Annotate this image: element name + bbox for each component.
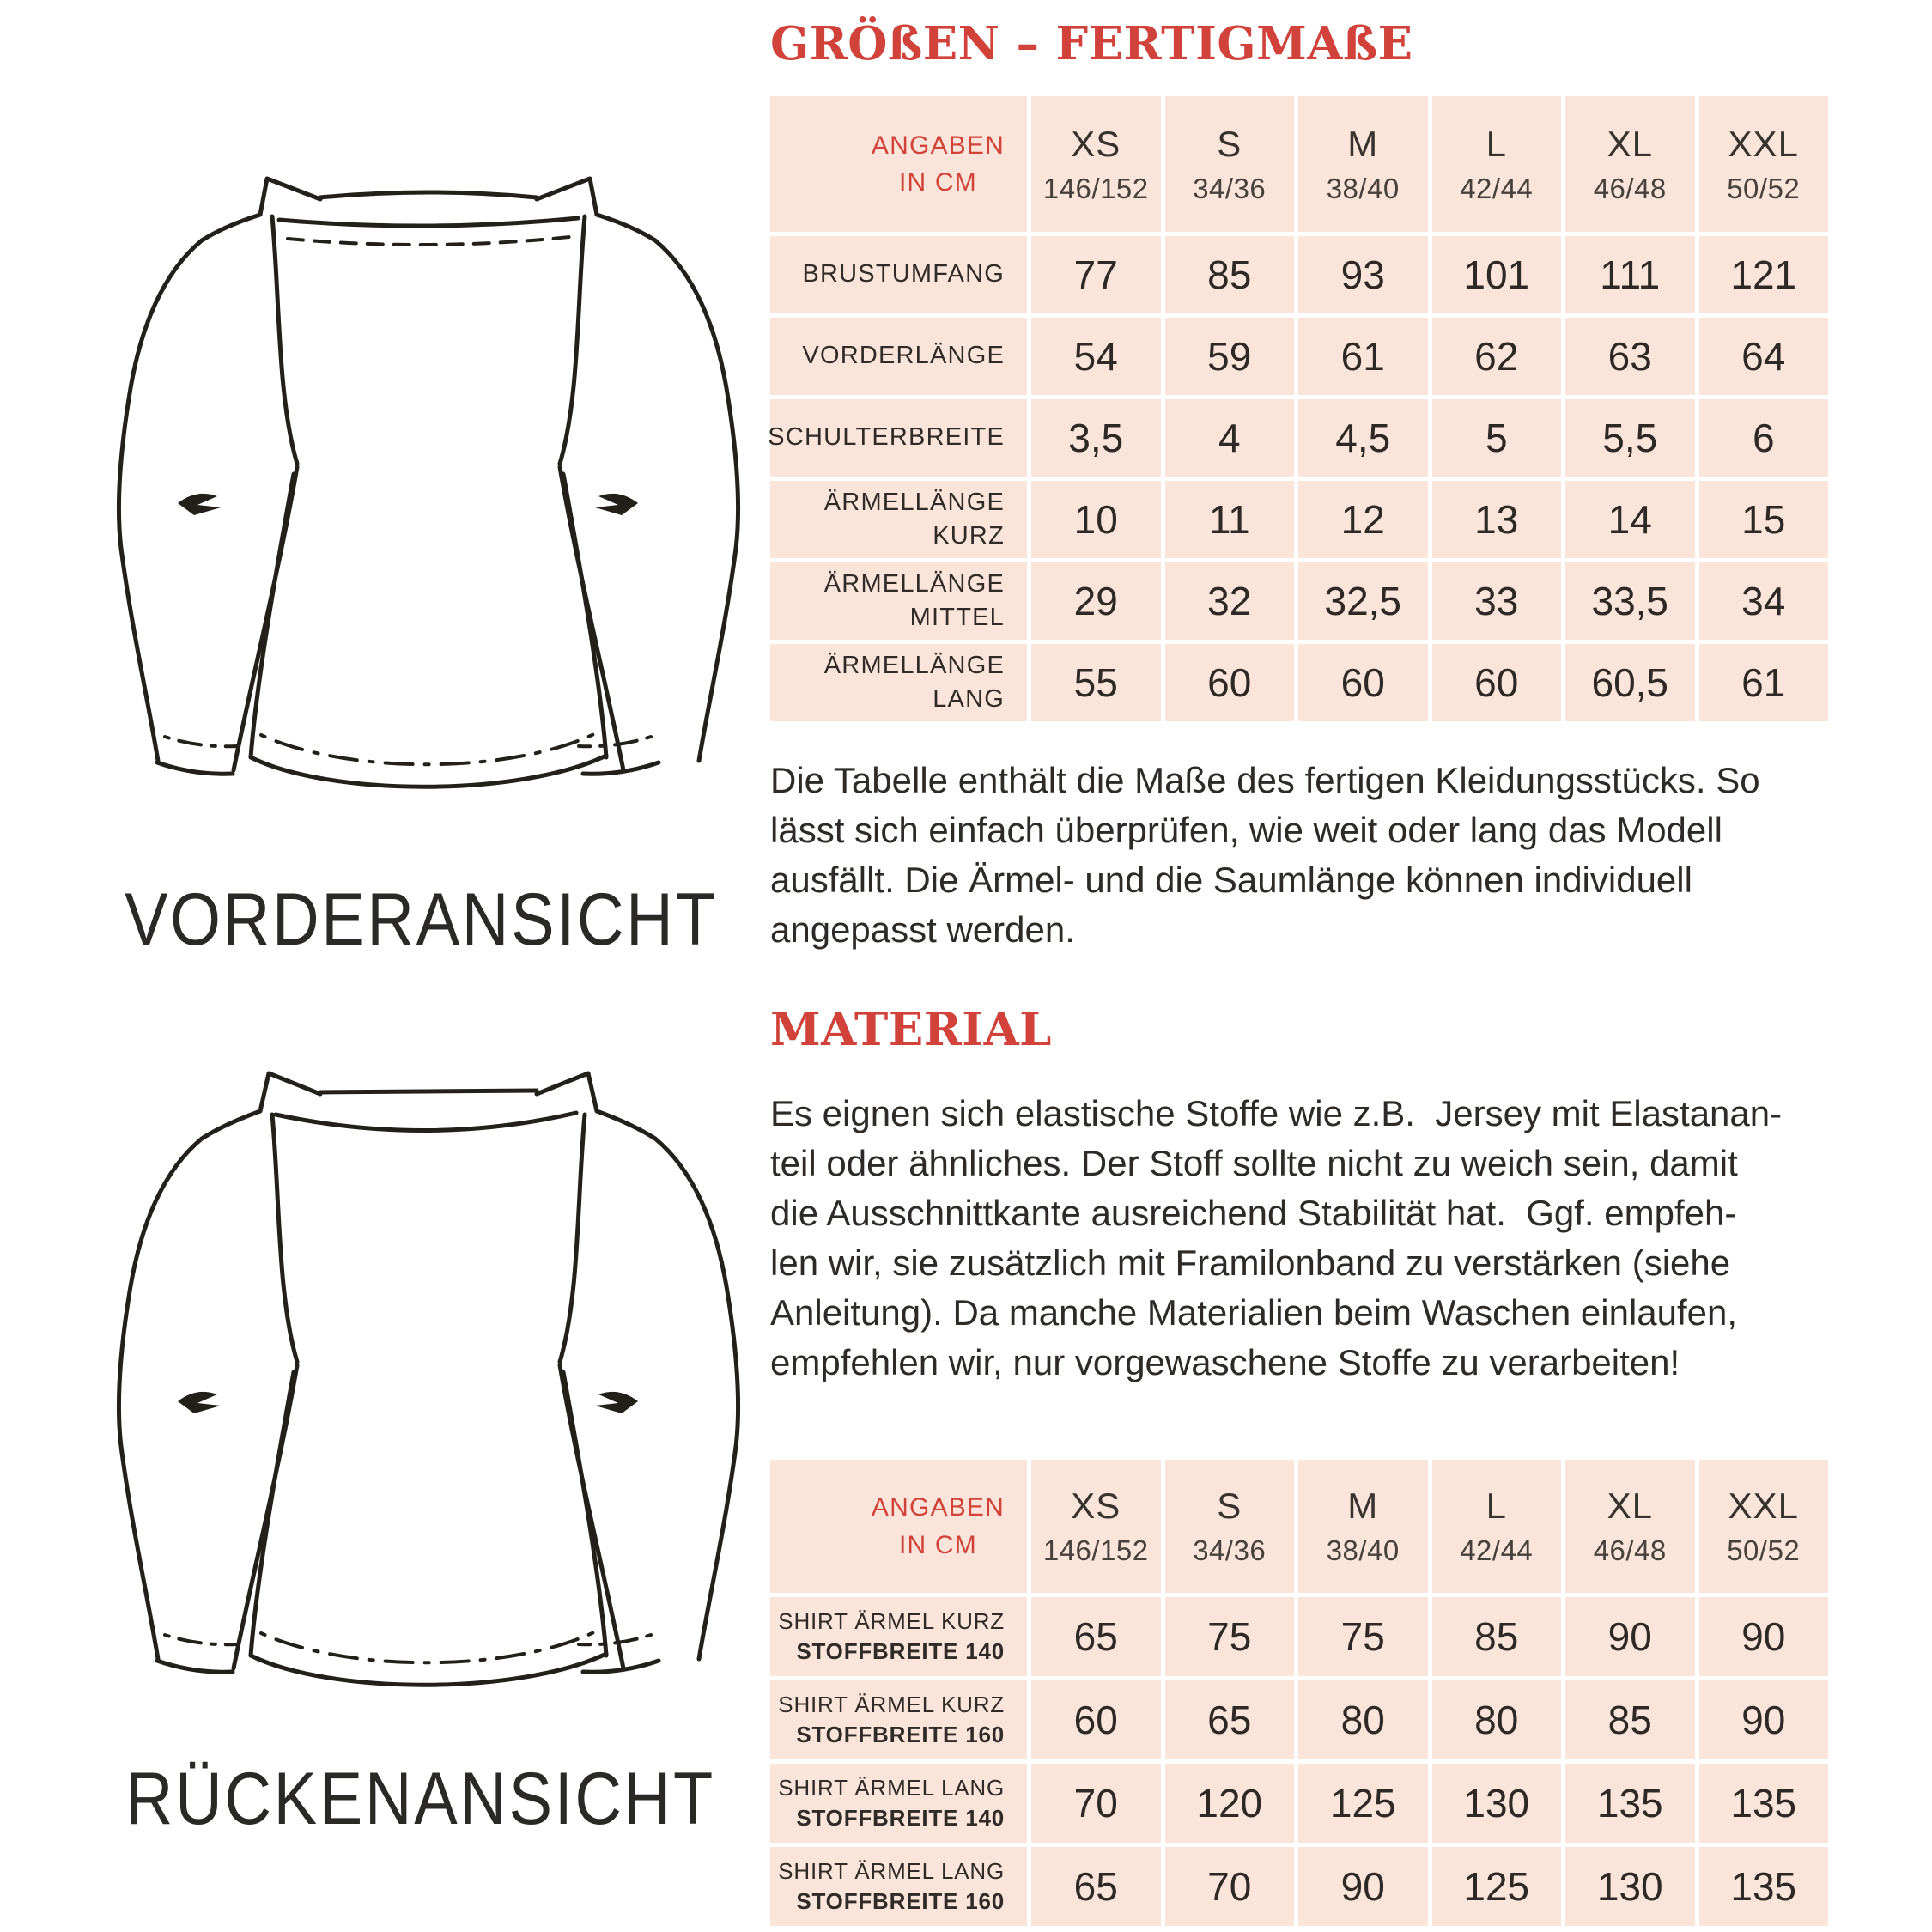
paragraph-line: teil oder ähnliches. Der Stoff sollte nicht zu weich sein, damit (770, 1143, 1738, 1183)
front-view-caption (73, 878, 769, 963)
size-column-header (1165, 96, 1295, 232)
value-cell: 32,5 (1298, 562, 1428, 640)
size-column-header (1298, 96, 1428, 232)
sleeve-right (655, 1139, 738, 1659)
table-corner-label (770, 1460, 1027, 1593)
value-cell: 125 (1298, 1764, 1428, 1843)
value-cell: 75 (1165, 1597, 1295, 1676)
value-cell: 75 (1298, 1597, 1428, 1676)
value-cell: 85 (1432, 1597, 1562, 1676)
value-cell: 65 (1031, 1597, 1161, 1676)
value-cell: 111 (1565, 236, 1695, 313)
corner-line: ANGABEN (871, 1493, 1005, 1522)
size-name: XS (1071, 123, 1121, 164)
value-cell: 65 (1031, 1847, 1161, 1926)
shirt-front-illustration (73, 120, 743, 859)
value-cell: 33,5 (1565, 562, 1695, 640)
back-view-label: RÜCKENANSICHT (125, 1758, 716, 1840)
value-cell: 60 (1298, 644, 1428, 721)
value-cell: 62 (1432, 318, 1562, 395)
row-label-line: BRUSTUMFANG (802, 260, 1005, 289)
value-cell: 90 (1699, 1597, 1829, 1676)
value-cell: 63 (1565, 318, 1695, 395)
value-cell: 33 (1432, 562, 1562, 640)
size-column-header (1031, 96, 1161, 232)
value-cell: 120 (1165, 1764, 1295, 1843)
size-range: 42/44 (1460, 1534, 1534, 1566)
value-cell: 101 (1432, 236, 1562, 313)
row-label (770, 1597, 1027, 1676)
shirt-back-outline (118, 1073, 738, 1685)
row-label-line: STOFFBREITE 160 (796, 1722, 1005, 1747)
cuff-left (157, 1661, 233, 1672)
value-cell: 10 (1031, 481, 1161, 558)
value-cell: 12 (1298, 481, 1428, 558)
notch-mark-left-icon (178, 1392, 221, 1413)
row-label-line: STOFFBREITE 140 (796, 1638, 1005, 1664)
value-cell: 55 (1031, 644, 1161, 721)
size-name: M (1347, 123, 1379, 164)
size-name: XL (1607, 1485, 1653, 1526)
paragraph-line: empfehlen wir, nur vorgewaschene Stoffe zu verarbeiten! (770, 1342, 1680, 1382)
value-cell: 14 (1565, 481, 1695, 558)
hem-stitch (261, 1631, 596, 1662)
paragraph-line: Es eignen sich elastische Stoffe wie z.B. Jersey mit Elastanan- (770, 1093, 1783, 1133)
value-cell: 70 (1031, 1764, 1161, 1843)
paragraph-line: Die Tabelle enthält die Maße des fertigen Kleidungsstücks. So (770, 760, 1760, 800)
row-label-line: SCHULTERBREITE (768, 423, 1005, 452)
paragraph-line: len wir, sie zusätzlich mit Framilonband zu verstärken (siehe (770, 1242, 1731, 1283)
size-column-header (1565, 1460, 1695, 1593)
shoulder-tab-left (260, 179, 320, 215)
value-cell: 60 (1432, 644, 1562, 721)
hem-edge (251, 1654, 606, 1685)
body-outline (251, 474, 294, 757)
row-label-line: SHIRT ÄRMEL LANG (778, 1774, 1005, 1801)
size-column-header (1031, 1460, 1161, 1593)
value-cell: 135 (1565, 1764, 1695, 1843)
value-cell: 3,5 (1031, 399, 1161, 477)
value-cell: 5,5 (1565, 399, 1695, 477)
row-label (770, 562, 1027, 640)
row-label (770, 1680, 1027, 1759)
table-corner-label (770, 96, 1027, 232)
size-column-header (1432, 96, 1562, 232)
value-cell: 34 (1699, 562, 1829, 640)
row-label-line: STOFFBREITE 160 (796, 1888, 1005, 1914)
sizes-section-heading: GRÖßEN – FERTIGMAßE (770, 17, 1413, 70)
sleeve-right (655, 240, 738, 761)
value-cell: 135 (1699, 1764, 1829, 1843)
size-range: 46/48 (1593, 172, 1667, 204)
size-name: S (1217, 123, 1242, 164)
size-range: 146/152 (1042, 172, 1149, 204)
size-name: XL (1607, 123, 1653, 164)
row-label (770, 1764, 1027, 1843)
value-cell: 61 (1298, 318, 1428, 395)
value-cell: 77 (1031, 236, 1161, 313)
row-label-line: ÄRMELLÄNGE MITTEL (823, 569, 1005, 631)
size-column-header (1565, 96, 1695, 232)
size-range: 38/40 (1326, 1534, 1400, 1566)
corner-line: IN CM (898, 1530, 977, 1559)
value-cell: 70 (1165, 1847, 1295, 1926)
row-label-line: SHIRT ÄRMEL KURZ (778, 1691, 1005, 1717)
size-range: 34/36 (1193, 1534, 1267, 1566)
size-range: 50/52 (1727, 172, 1801, 204)
value-cell: 15 (1699, 481, 1829, 558)
table-corner-lines (872, 1489, 1005, 1564)
size-column-header (1165, 1460, 1295, 1593)
value-cell: 29 (1031, 562, 1161, 640)
cuff-stitch-left (165, 1635, 237, 1644)
value-cell: 32 (1165, 562, 1295, 640)
neck-band-bottom (279, 218, 578, 226)
value-cell: 13 (1432, 481, 1562, 558)
value-cell: 60 (1165, 644, 1295, 721)
sizes-description-paragraph (770, 756, 1839, 955)
row-label (770, 236, 1027, 313)
paragraph-line: lässt sich einfach überprüfen, wie weit oder lang das Modell (770, 810, 1722, 850)
content-column (770, 0, 1835, 1932)
value-cell: 130 (1565, 1847, 1695, 1926)
row-label (770, 481, 1027, 558)
size-range: 50/52 (1727, 1534, 1801, 1566)
value-cell: 4,5 (1298, 399, 1428, 477)
value-cell: 60,5 (1565, 644, 1695, 721)
row-label (770, 1847, 1027, 1926)
notch-mark-right-icon (595, 1392, 638, 1413)
size-name: S (1217, 1485, 1242, 1526)
value-cell: 64 (1699, 318, 1829, 395)
row-label-line: STOFFBREITE 140 (796, 1805, 1005, 1831)
value-cell: 93 (1298, 236, 1428, 313)
size-range: 38/40 (1326, 172, 1400, 204)
corner-line: ANGABEN (871, 131, 1005, 160)
row-label-line: SHIRT ÄRMEL KURZ (778, 1607, 1005, 1634)
neck-top (320, 1091, 537, 1092)
size-range: 34/36 (1193, 172, 1267, 204)
back-view-caption (73, 1757, 769, 1842)
value-cell: 6 (1699, 399, 1829, 477)
body-outline (251, 1372, 294, 1656)
value-cell: 4 (1165, 399, 1295, 477)
paragraph-line: ausfällt. Die Ärmel- und die Saumlänge können individuell (770, 860, 1692, 900)
value-cell: 130 (1432, 1764, 1562, 1843)
value-cell: 85 (1565, 1680, 1695, 1759)
shoulder-tab-right (537, 179, 597, 215)
row-label-line: VORDERLÄNGE (802, 342, 1005, 370)
size-name: XS (1071, 1485, 1121, 1526)
value-cell: 59 (1165, 318, 1295, 395)
shoulder-tab-right (537, 1073, 597, 1111)
size-range: 46/48 (1593, 1534, 1667, 1566)
size-name: L (1485, 123, 1507, 164)
size-column-header (1298, 1460, 1428, 1593)
size-name: L (1485, 1485, 1507, 1526)
size-column-header (1699, 96, 1829, 232)
value-cell: 90 (1699, 1680, 1829, 1759)
paragraph-line: Anleitung). Da manche Materialien beim Waschen einlaufen, (770, 1292, 1738, 1333)
value-cell: 60 (1031, 1680, 1161, 1759)
hem-edge (251, 756, 606, 787)
size-name: XXL (1728, 123, 1799, 164)
notch-mark-left-icon (178, 494, 221, 515)
fabric-requirements-table (770, 1460, 1828, 1926)
cuff-stitch-left (165, 737, 237, 746)
material-description-paragraph (770, 1089, 1839, 1388)
neck-band-top (320, 192, 537, 197)
value-cell: 5 (1432, 399, 1562, 477)
value-cell: 135 (1699, 1847, 1829, 1926)
material-section-heading: MATERIAL (770, 1003, 1052, 1056)
shoulder-tab-left (260, 1073, 320, 1111)
size-range: 146/152 (1042, 1534, 1149, 1566)
value-cell: 121 (1699, 236, 1829, 313)
row-label (770, 399, 1027, 477)
shirt-back-illustration (73, 1020, 743, 1759)
neck-curve (276, 1113, 576, 1131)
value-cell: 125 (1432, 1847, 1562, 1926)
value-cell: 90 (1298, 1847, 1428, 1926)
size-column-header (1699, 1460, 1829, 1593)
size-name: XXL (1728, 1485, 1799, 1526)
value-cell: 80 (1432, 1680, 1562, 1759)
size-column-header (1432, 1460, 1562, 1593)
front-view-label: VORDERANSICHT (124, 878, 718, 961)
row-label (770, 644, 1027, 721)
row-label-line: SHIRT ÄRMEL LANG (778, 1857, 1005, 1884)
value-cell: 65 (1165, 1680, 1295, 1759)
row-label (770, 318, 1027, 395)
size-name: M (1347, 1485, 1379, 1526)
value-cell: 11 (1165, 481, 1295, 558)
neckline-stitch (288, 237, 569, 245)
notch-mark-right-icon (595, 494, 638, 515)
size-range: 42/44 (1460, 172, 1534, 204)
shirt-front-outline (118, 179, 738, 787)
corner-line: IN CM (898, 168, 977, 197)
value-cell: 80 (1298, 1680, 1428, 1759)
paragraph-line: die Ausschnittkante ausreichend Stabilität hat. Ggf. empfeh- (770, 1193, 1737, 1233)
finished-measurements-table (770, 96, 1828, 721)
value-cell: 90 (1565, 1597, 1695, 1676)
table-corner-lines (872, 127, 1005, 202)
cuff-left (157, 762, 233, 774)
row-label-line: ÄRMELLÄNGE KURZ (823, 488, 1005, 550)
row-label-line: ÄRMELLÄNGE LANG (823, 651, 1005, 713)
value-cell: 54 (1031, 318, 1161, 395)
value-cell: 61 (1699, 644, 1829, 721)
paragraph-line: angepasst werden. (770, 909, 1075, 950)
value-cell: 85 (1165, 236, 1295, 313)
hem-stitch (261, 733, 596, 764)
